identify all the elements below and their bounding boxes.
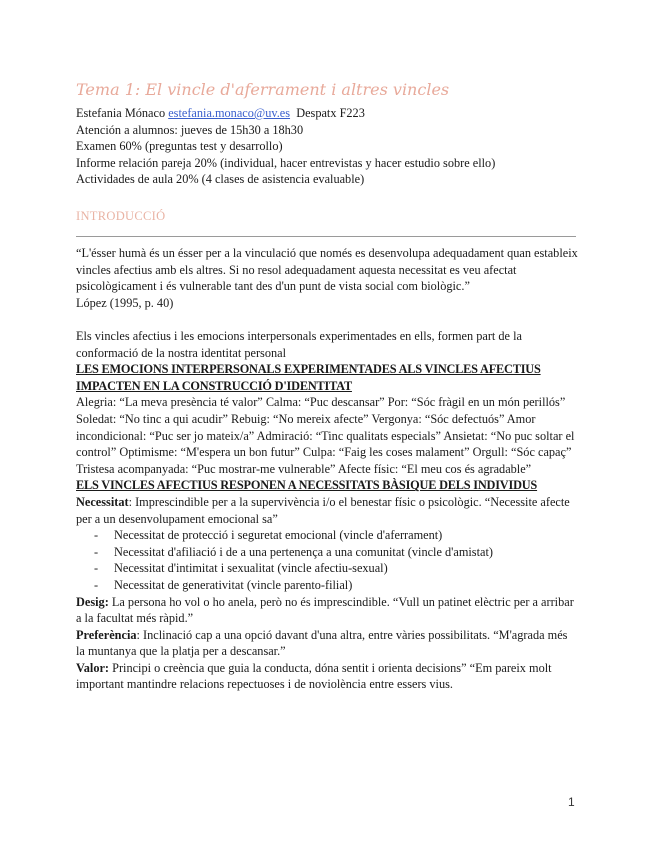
report-weight: Informe relación pareja 20% (individual, hacer entrevistas y hacer estudio sobre ello) [76, 155, 496, 170]
section2-heading: ELS VINCLES AFECTIUS RESPONEN A NECESSITATS BÀSIQUE DELS INDIVIDUS [76, 478, 538, 493]
list-item: - Necessitat d'afiliació i de a una pertenença a una comunitat (vincle d'amistat) [76, 544, 578, 561]
necessitat-text: : Imprescindible per a la supervivència i/o el benestar físic o psicològic. “Necessite afecte per a un desenvolupament emocional sa” [76, 494, 570, 526]
section1-heading: LES EMOCIONS INTERPERSONALS EXPERIMENTADES ALS VINCLES AFECTIUS IMPACTEN EN LA CONSTRUCCIÓ D'IDENTITAT [76, 362, 541, 393]
intro-quote-block [76, 245, 578, 311]
author-name: Estefania Mónaco [76, 106, 166, 120]
exam-weight: Examen 60% (preguntas test y desarrollo) [76, 139, 283, 154]
intro-paragraph: Els vincles afectius i les emocions interpersonals experimentades en ells, formen part de la conformació de la nostra identitat personal [76, 329, 522, 360]
office: Despatx F223 [296, 106, 365, 120]
definition-preferencia [76, 627, 578, 660]
valor-text: Principi o creència que guia la conducta, dóna sentit i orienta decisions” “Em pareix molt important mantindre relacions repectuoses i de noviolència entre essers vius. [76, 660, 552, 692]
term-valor: Valor: [76, 660, 110, 675]
term-preferencia: Preferència [76, 627, 137, 642]
term-desig: Desig: [76, 594, 109, 609]
activities-weight: Actividades de aula 20% (4 clases de asistencia evaluable) [76, 172, 365, 187]
list-item: - Necessitat de generativitat (vincle parento-filial) [76, 577, 578, 594]
page-title: Tema 1: El vincle d'aferrament i altres vincles [76, 80, 450, 99]
main-content [76, 328, 578, 693]
list-item: - Necessitat de protecció i seguretat emocional (vincle d'aferrament) [76, 527, 578, 544]
intro-quote: “L'ésser humà és un ésser per a la vinculació que només es desenvolupa adequadament quan estableix vincles afectius amb els altres. Si no resol adequadament aquesta necessitat es veu afectat psicològicament i és vulnerable tant des d'un punt de vista social com biològic.” [76, 246, 578, 294]
term-necessitat: Necessitat [76, 494, 129, 509]
divider [76, 236, 576, 237]
definition-valor [76, 660, 578, 693]
email-link[interactable]: estefania.monaco@uv.es [168, 106, 291, 120]
definition-necessitat [76, 494, 578, 527]
course-info [76, 105, 578, 188]
quote-citation: López (1995, p. 40) [76, 295, 174, 310]
definition-desig [76, 594, 578, 627]
page-number: 1 [568, 795, 575, 809]
author-line [76, 105, 578, 122]
needs-list [76, 527, 578, 593]
desig-text: La persona ho vol o ho anela, però no és imprescindible. “Vull un patinet elèctric per a arribar a la facultat més ràpid.” [76, 594, 574, 626]
office-hours: Atención a alumnos: jueves de 15h30 a 18h30 [76, 122, 304, 137]
preferencia-text: : Inclinació cap a una opció davant d'una altra, entre vàries possibilitats. “M'agrada més la muntanya que la platja per a descansar.” [76, 627, 568, 659]
intro-heading: INTRODUCCIÓ [76, 209, 166, 223]
list-item: - Necessitat d'intimitat i sexualitat (vincle afectiu-sexual) [76, 560, 578, 577]
emotions-text: Alegria: “La meva presència té valor” Calma: “Puc descansar” Por: “Sóc fràgil en un món perillós” Soledat: “No tinc a qui acudir” Rebuig: “No mereix afecte” Vergonya: “Sóc defectuós” Amor incondicional: “Puc ser jo mateix/a” Admiració: “Tinc qualitats especials” Ansietat: “No puc soltar el control” Optimisme: “M'espera un bon futur” Culpa: “Faig les coses malament” Orgull: “Sóc capaç” Tristesa acompanyada: “Puc mostrar-me vulnerable” Afecte físic: “El meu cos és agradable” [76, 395, 575, 476]
